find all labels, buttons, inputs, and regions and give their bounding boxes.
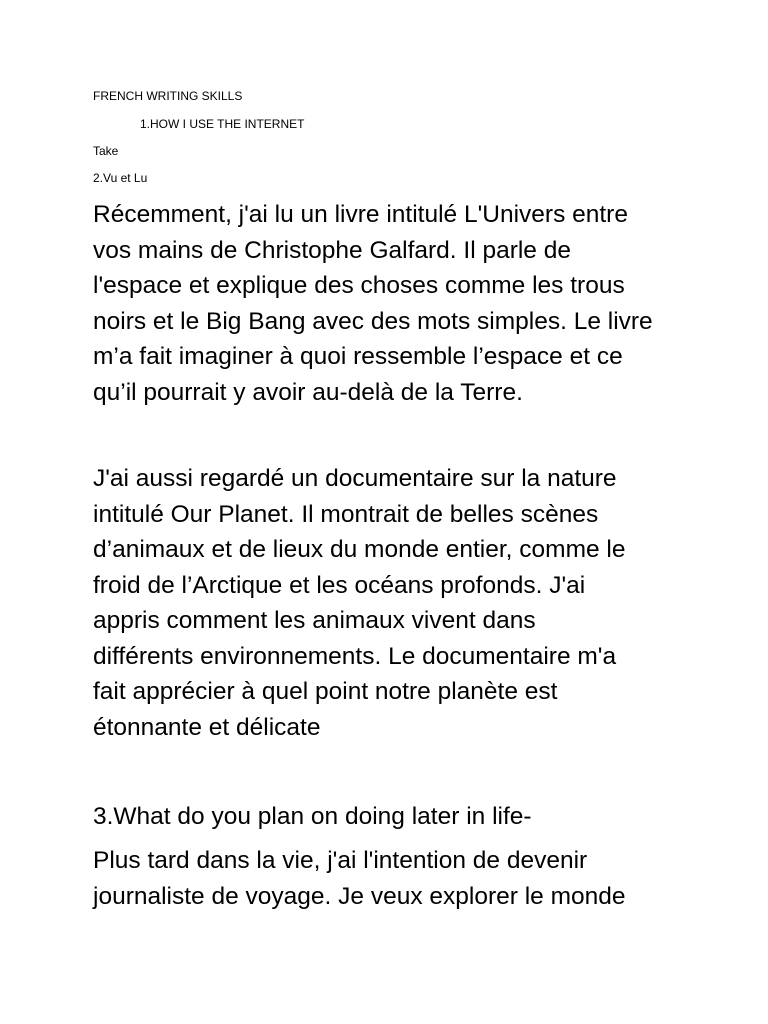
paragraph-vu-et-lu-book — [93, 197, 713, 410]
text-line: Plus tard dans la vie, j'ai l'intention de devenir — [93, 847, 588, 874]
text-line: Récemment, j'ai lu un livre intitulé L'Univers entre — [93, 201, 628, 228]
paragraph-future-plans — [93, 843, 713, 914]
text-line: froid de l’Arctique et les océans profonds. J'ai — [93, 571, 586, 599]
section-1-heading: 1.HOW I USE THE INTERNET — [140, 117, 305, 131]
text-line: différents environnements. Le documentaire m'a — [93, 642, 617, 670]
text-line: intitulé Our Planet. Il montrait de belles scènes — [93, 500, 599, 528]
text-line: 3.What do you plan on doing later in life- — [93, 803, 532, 830]
text-line: appris comment les animaux vivent dans — [93, 607, 536, 634]
section-3-heading — [93, 799, 713, 835]
section-2-heading: 2.Vu et Lu — [93, 171, 148, 185]
take-label: Take — [93, 144, 119, 158]
document-heading: FRENCH WRITING SKILLS — [93, 89, 243, 103]
text-line: J'ai aussi regardé un documentaire sur la nature — [93, 465, 617, 492]
text-line: fait apprécier à quel point notre planète est — [93, 678, 558, 705]
text-line: qu’il pourrait y avoir au-delà de la Terre. — [93, 378, 523, 406]
text-line: vos mains de Christophe Galfard. Il parle de — [93, 236, 571, 264]
text-line: noirs et le Big Bang avec des mots simples. Le livre — [93, 307, 653, 335]
paragraph-vu-et-lu-documentary — [93, 461, 713, 745]
text-line: journaliste de voyage. Je veux explorer le monde — [93, 882, 626, 910]
text-line: étonnante et délicate — [93, 713, 321, 741]
text-line: m’a fait imaginer à quoi ressemble l’espace et ce — [93, 343, 623, 370]
text-line: l'espace et explique des choses comme les trous — [93, 272, 625, 299]
text-line: d’animaux et de lieux du monde entier, comme le — [93, 536, 626, 563]
